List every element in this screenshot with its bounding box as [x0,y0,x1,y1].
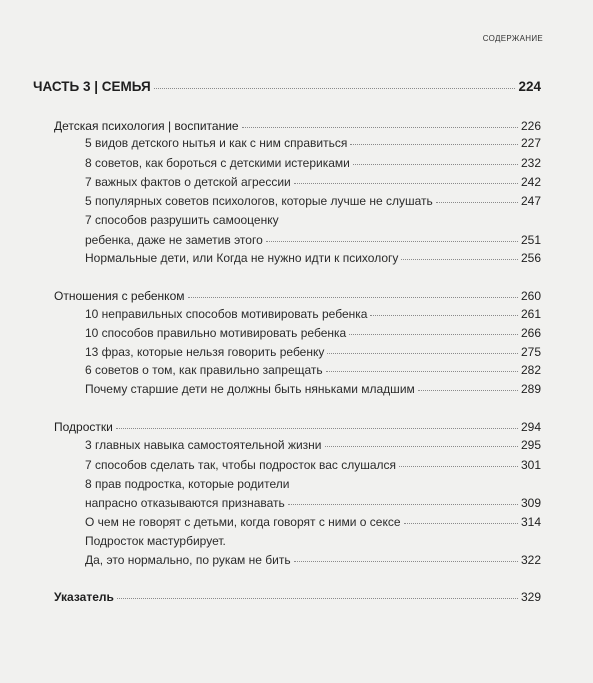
toc-section-entry[interactable] [33,420,541,434]
article-title: 8 советов, как бороться с детскими истериками [85,156,350,170]
article-title: 7 способов сделать так, чтобы подросток вас слушался [85,458,397,472]
article-page: 295 [520,438,541,452]
dot-leader [370,315,518,316]
toc-article-entry[interactable] [33,458,541,472]
article-title: 13 фраз, которые нельзя говорить ребенку [85,345,325,359]
article-page: 289 [520,382,541,396]
dot-leader [116,428,518,429]
article-page: 261 [520,307,541,321]
section-title: Детская психология | воспитание [54,119,239,133]
running-head: СОДЕРЖАНИЕ [482,34,543,43]
dot-leader [117,598,518,599]
article-page: 314 [520,515,541,529]
toc-article-entry[interactable] [33,307,541,321]
article-page: 322 [520,553,541,567]
dot-leader [327,353,518,354]
article-page: 256 [520,251,541,265]
toc-part-entry[interactable] [33,80,541,94]
section-title: Отношения с ребенком [54,289,185,303]
dot-leader [418,390,518,391]
article-title: Почему старшие дети не должны быть няньками младшим [85,382,415,396]
index-page: 329 [520,590,541,604]
toc-section-entry[interactable] [33,119,541,133]
dot-leader [242,127,518,128]
toc-article-entry[interactable] [33,382,541,396]
toc-article-entry[interactable] [33,136,541,150]
dot-leader [266,241,518,242]
article-title: Нормальные дети, или Когда не нужно идти к психологу [85,251,399,265]
article-page: 266 [520,326,541,340]
toc-article-entry[interactable] [33,194,541,208]
dot-leader [325,446,518,447]
section-title: Подростки [54,420,113,434]
article-page: 282 [520,363,541,377]
dot-leader [401,259,518,260]
dot-leader [399,466,518,467]
article-title: 7 важных фактов о детской агрессии [85,175,291,189]
article-title: 3 главных навыка самостоятельной жизни [85,438,322,452]
dot-leader [294,561,518,562]
toc-article-entry[interactable] [33,363,541,377]
toc-article-entry[interactable] [33,553,541,567]
dot-leader [349,334,518,335]
dot-leader [404,523,518,524]
article-title: 6 советов о том, как правильно запрещать [85,363,323,377]
part-title: ЧАСТЬ 3 | СЕМЬЯ [33,79,151,94]
article-page: 251 [520,233,541,247]
dot-leader [436,202,518,203]
toc-article-entry[interactable] [33,515,541,529]
section-page: 260 [520,289,541,303]
dot-leader [350,144,518,145]
toc-article-entry[interactable] [33,496,541,510]
dot-leader [353,164,518,165]
toc-article-entry[interactable] [33,326,541,340]
article-page: 309 [520,496,541,510]
dot-leader [188,297,518,298]
article-page: 227 [520,136,541,150]
dot-leader [154,88,516,89]
article-title: 5 популярных советов психологов, которые лучше не слушать [85,194,433,208]
article-page: 301 [520,458,541,472]
part-page: 224 [518,79,541,94]
dot-leader [288,504,518,505]
section-page: 226 [520,119,541,133]
toc-article-entry[interactable] [33,175,541,189]
dot-leader [326,371,518,372]
article-page: 242 [520,175,541,189]
article-page: 247 [520,194,541,208]
toc-article-entry[interactable] [33,156,541,170]
toc-index-entry[interactable] [33,590,541,604]
article-page: 232 [520,156,541,170]
toc-article-entry[interactable] [33,438,541,452]
article-title: О чем не говорят с детьми, когда говорят с ними о сексе [85,515,401,529]
toc-section-entry[interactable] [33,289,541,303]
article-title: 10 неправильных способов мотивировать ребенка [85,307,368,321]
toc-article-entry[interactable] [33,233,541,247]
article-title-line: Подросток мастурбирует. [85,534,226,548]
index-title: Указатель [54,590,114,604]
section-page: 294 [520,420,541,434]
article-title-line: напрасно отказываются признавать [85,496,285,510]
article-title-line: 8 прав подростка, которые родители [85,477,290,491]
article-title: ребенка, даже не заметив этого [85,233,263,247]
article-title: 10 способов правильно мотивировать ребенка [85,326,347,340]
dot-leader [294,183,518,184]
toc-article-entry[interactable] [33,345,541,359]
toc-article-entry[interactable] [33,251,541,265]
article-title: 5 видов детского нытья и как с ним справиться [85,136,348,150]
article-title: Да, это нормально, по рукам не бить [85,553,291,567]
article-title-line: 7 способов разрушить самооценку [85,213,279,227]
article-page: 275 [520,345,541,359]
